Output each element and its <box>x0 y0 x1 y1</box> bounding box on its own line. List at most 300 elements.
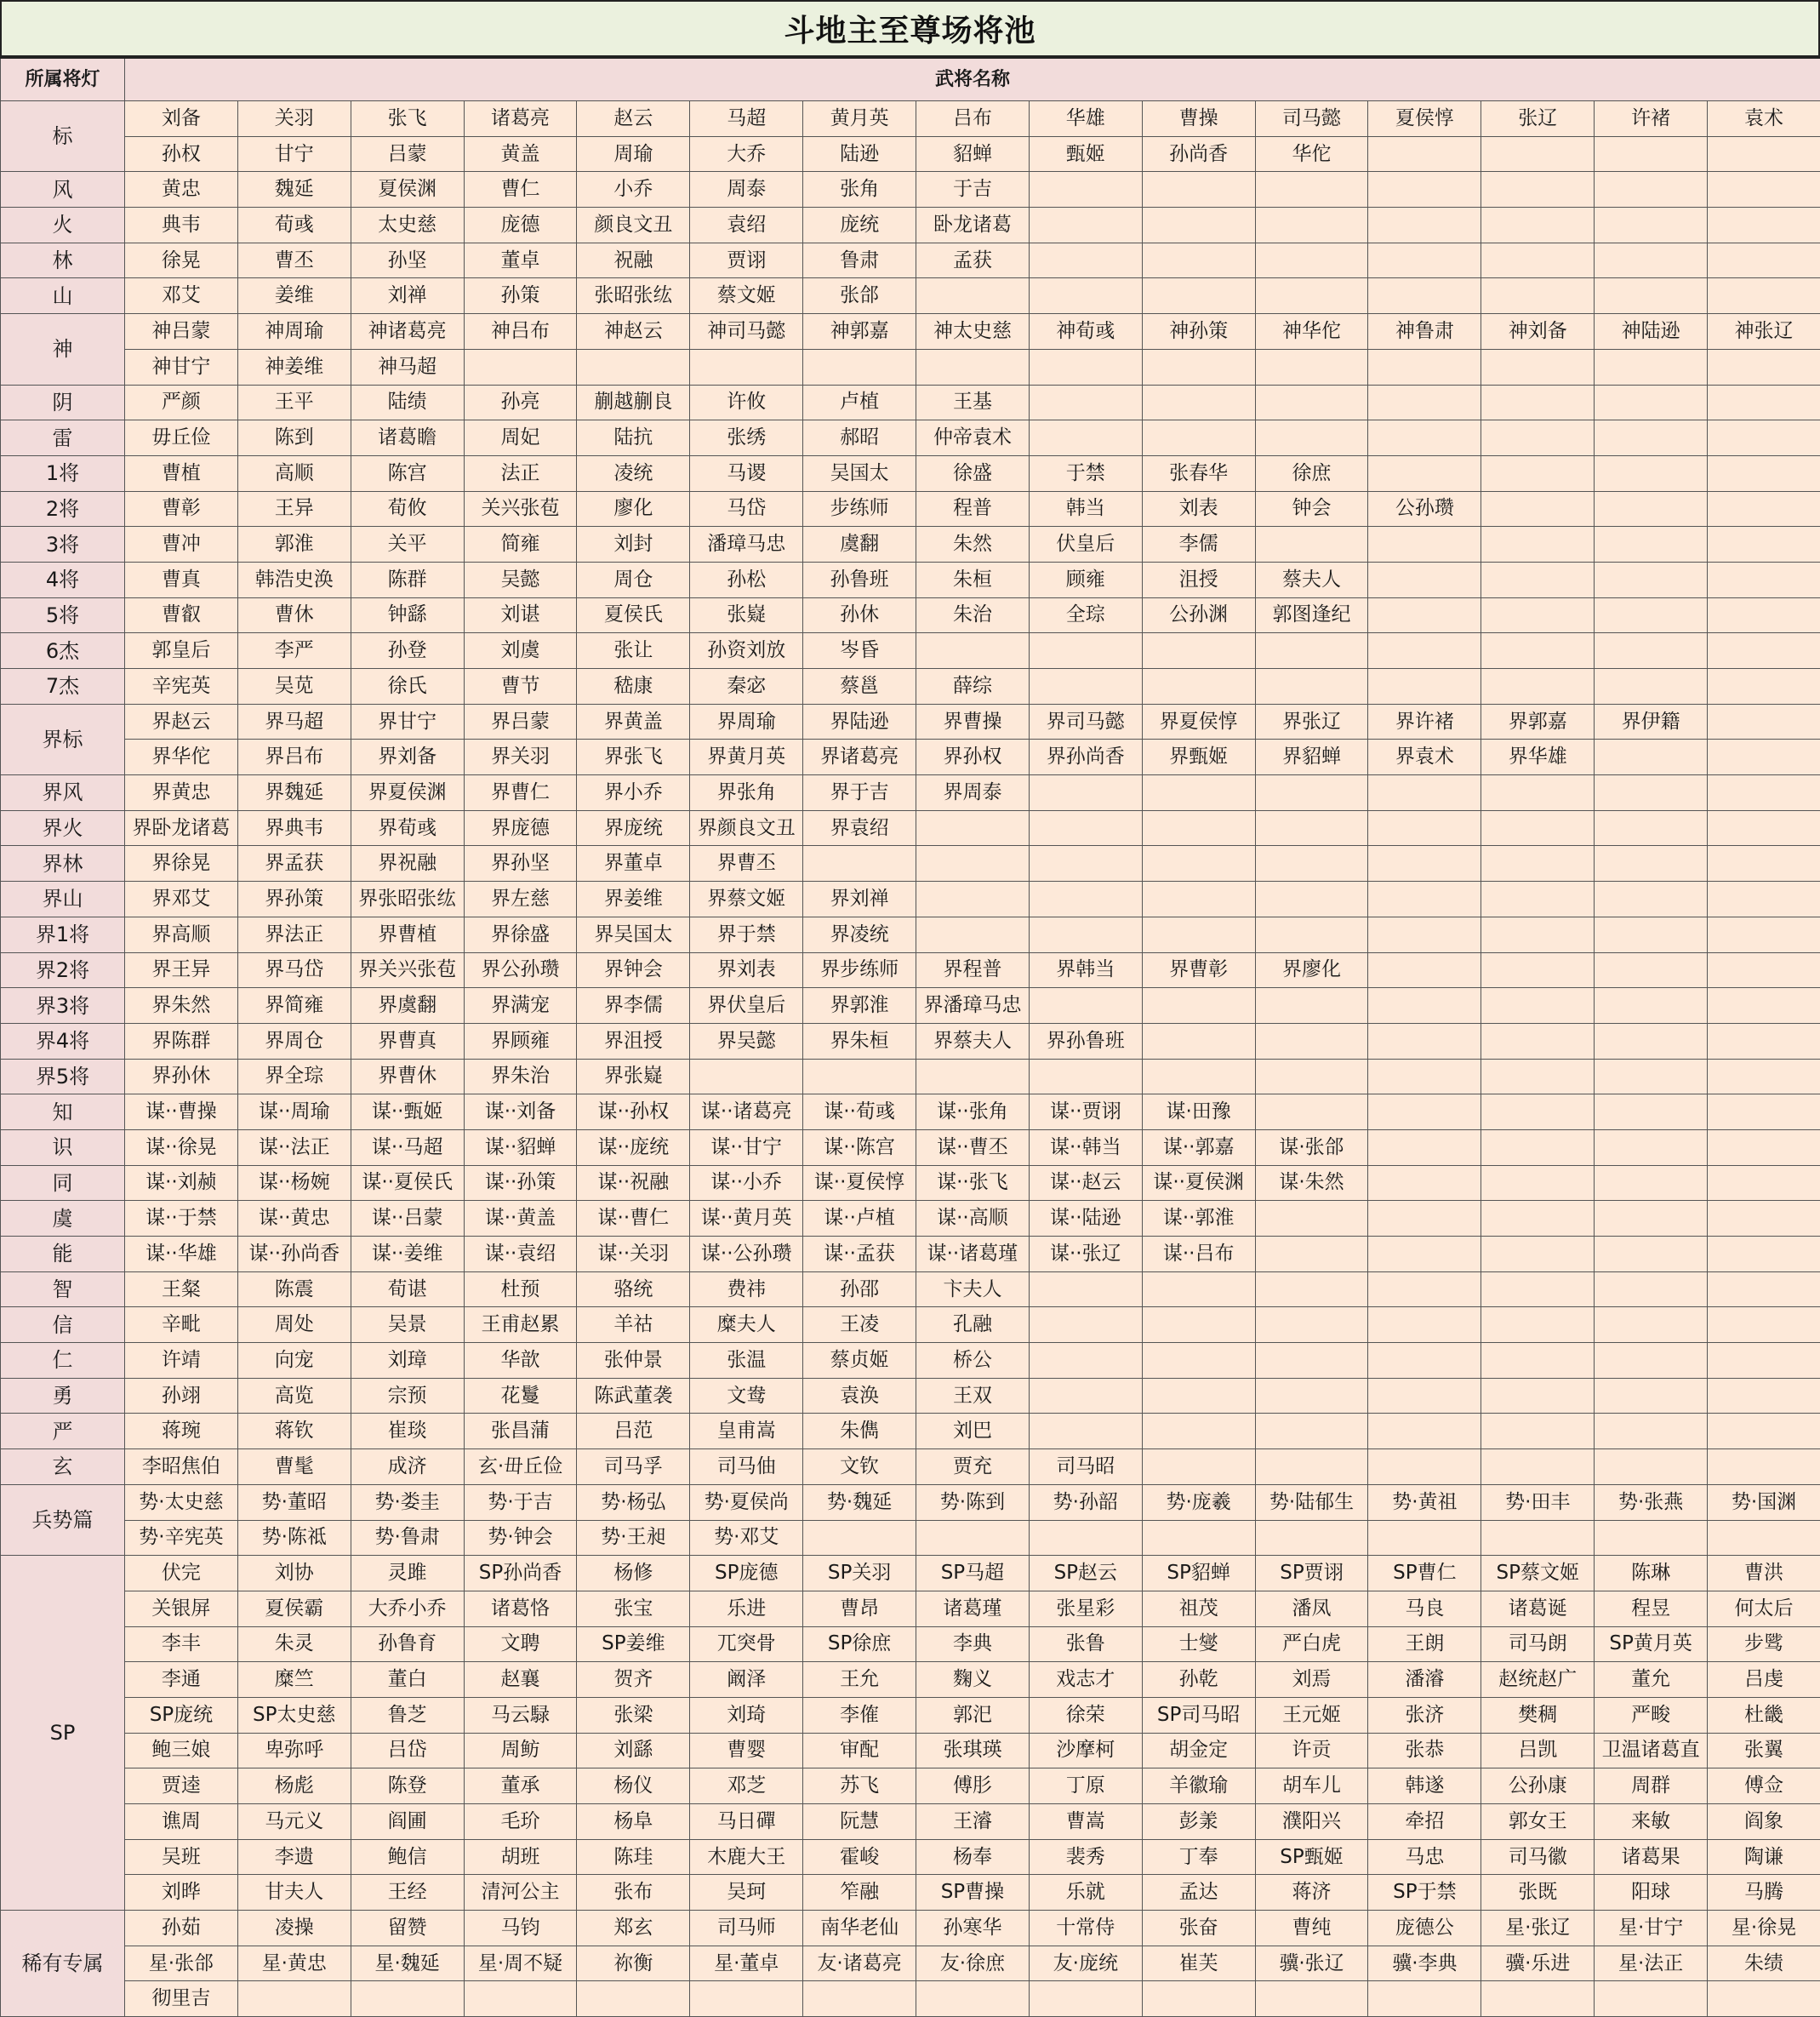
empty-cell[interactable] <box>1142 882 1255 917</box>
general-cell[interactable]: 霍峻 <box>803 1839 916 1875</box>
empty-cell[interactable] <box>1481 810 1595 846</box>
general-cell[interactable]: 步练师 <box>803 491 916 527</box>
empty-cell[interactable] <box>1595 172 1708 208</box>
general-cell[interactable]: 谋··曹丕 <box>916 1129 1030 1165</box>
general-cell[interactable]: 孙策 <box>464 278 577 314</box>
category-cell[interactable]: 林 <box>1 243 125 278</box>
general-cell[interactable]: 神甘宁 <box>125 349 238 385</box>
general-cell[interactable]: 孙鲁育 <box>351 1626 464 1662</box>
general-cell[interactable]: 孙鲁班 <box>803 562 916 597</box>
empty-cell[interactable] <box>1595 1129 1708 1165</box>
general-cell[interactable]: 界廖化 <box>1255 952 1368 988</box>
empty-cell[interactable] <box>1708 491 1820 527</box>
general-cell[interactable]: 界张昭张纮 <box>351 882 464 917</box>
empty-cell[interactable] <box>916 278 1030 314</box>
general-cell[interactable]: 神马超 <box>351 349 464 385</box>
general-cell[interactable]: 貂蝉 <box>916 136 1030 172</box>
empty-cell[interactable] <box>1595 633 1708 669</box>
general-cell[interactable]: 界李儒 <box>577 988 690 1024</box>
general-cell[interactable]: 孟达 <box>1142 1875 1255 1911</box>
empty-cell[interactable] <box>1368 1449 1481 1485</box>
general-cell[interactable]: 崔琰 <box>351 1414 464 1449</box>
empty-cell[interactable] <box>1142 1307 1255 1343</box>
general-cell[interactable]: 费祎 <box>690 1271 803 1307</box>
general-cell[interactable]: 蔡贞姬 <box>803 1343 916 1379</box>
general-cell[interactable]: 界夏侯渊 <box>351 775 464 811</box>
empty-cell[interactable] <box>1255 1271 1368 1307</box>
general-cell[interactable]: 徐荣 <box>1029 1697 1142 1733</box>
general-cell[interactable]: 庞德公 <box>1368 1911 1481 1946</box>
general-cell[interactable]: 张仲景 <box>577 1343 690 1379</box>
empty-cell[interactable] <box>1255 633 1368 669</box>
general-cell[interactable]: 周仓 <box>577 562 690 597</box>
general-cell[interactable]: 谋··郭嘉 <box>1142 1129 1255 1165</box>
general-cell[interactable]: 祝融 <box>577 243 690 278</box>
general-cell[interactable]: 杨阜 <box>577 1804 690 1840</box>
general-cell[interactable]: SP贾诩 <box>1255 1556 1368 1591</box>
general-cell[interactable]: 界许褚 <box>1368 704 1481 740</box>
general-cell[interactable]: 夏侯渊 <box>351 172 464 208</box>
general-cell[interactable]: 程昱 <box>1595 1591 1708 1626</box>
general-cell[interactable]: 夏侯霸 <box>237 1591 351 1626</box>
general-cell[interactable]: SP关羽 <box>803 1556 916 1591</box>
general-cell[interactable]: 关平 <box>351 527 464 563</box>
general-cell[interactable]: 星·魏延 <box>351 1946 464 1981</box>
general-cell[interactable]: 杨仪 <box>577 1768 690 1804</box>
general-cell[interactable]: 阎象 <box>1708 1804 1820 1840</box>
category-cell[interactable]: 信 <box>1 1307 125 1343</box>
empty-cell[interactable] <box>1368 952 1481 988</box>
general-cell[interactable]: 赵统赵广 <box>1481 1662 1595 1698</box>
empty-cell[interactable] <box>1029 917 1142 952</box>
general-cell[interactable]: 孙松 <box>690 562 803 597</box>
general-cell[interactable]: 宗预 <box>351 1378 464 1414</box>
general-cell[interactable]: 李傕 <box>803 1697 916 1733</box>
general-cell[interactable]: 韩遂 <box>1368 1768 1481 1804</box>
general-cell[interactable]: 界蔡文姬 <box>690 882 803 917</box>
general-cell[interactable]: 谋··夏侯渊 <box>1142 1165 1255 1201</box>
general-cell[interactable]: 谋··于禁 <box>125 1201 238 1237</box>
empty-cell[interactable] <box>1595 1449 1708 1485</box>
empty-cell[interactable] <box>1481 1343 1595 1379</box>
general-cell[interactable]: 徐晃 <box>125 243 238 278</box>
empty-cell[interactable] <box>1595 775 1708 811</box>
general-cell[interactable]: 司马懿 <box>1255 101 1368 137</box>
general-cell[interactable]: 神孙策 <box>1142 314 1255 350</box>
general-cell[interactable]: 界王异 <box>125 952 238 988</box>
general-cell[interactable]: 孙坚 <box>351 243 464 278</box>
general-cell[interactable]: 文聘 <box>464 1626 577 1662</box>
empty-cell[interactable] <box>1368 243 1481 278</box>
general-cell[interactable]: 文钦 <box>803 1449 916 1485</box>
empty-cell[interactable] <box>1595 1520 1708 1556</box>
empty-cell[interactable] <box>1142 243 1255 278</box>
empty-cell[interactable] <box>1368 1094 1481 1130</box>
general-cell[interactable]: 皇甫嵩 <box>690 1414 803 1449</box>
general-cell[interactable]: 谋··孟获 <box>803 1237 916 1272</box>
category-cell[interactable]: 严 <box>1 1414 125 1449</box>
general-cell[interactable]: 马忠 <box>1368 1839 1481 1875</box>
general-cell[interactable]: 界孟获 <box>237 846 351 882</box>
empty-cell[interactable] <box>1595 1094 1708 1130</box>
general-cell[interactable]: 谋··华雄 <box>125 1237 238 1272</box>
general-cell[interactable]: SP蔡文姬 <box>1481 1556 1595 1591</box>
empty-cell[interactable] <box>1481 988 1595 1024</box>
general-cell[interactable]: 留赞 <box>351 1911 464 1946</box>
empty-cell[interactable] <box>1029 1378 1142 1414</box>
general-cell[interactable]: 马云騄 <box>464 1697 577 1733</box>
general-cell[interactable]: 王甫赵累 <box>464 1307 577 1343</box>
empty-cell[interactable] <box>1142 1414 1255 1449</box>
general-cell[interactable]: 界曹植 <box>351 917 464 952</box>
general-cell[interactable]: 神司马懿 <box>690 314 803 350</box>
general-cell[interactable]: 陈群 <box>351 562 464 597</box>
general-cell[interactable]: 向宠 <box>237 1343 351 1379</box>
general-cell[interactable]: 曹操 <box>1142 101 1255 137</box>
header-category[interactable]: 所属将灯 <box>1 58 125 101</box>
general-cell[interactable]: 星·甘宁 <box>1595 1911 1708 1946</box>
general-cell[interactable]: SP司马昭 <box>1142 1697 1255 1733</box>
general-cell[interactable]: 界诸葛亮 <box>803 740 916 775</box>
general-cell[interactable]: 界曹操 <box>916 704 1030 740</box>
empty-cell[interactable] <box>1595 740 1708 775</box>
general-cell[interactable]: 界荀彧 <box>351 810 464 846</box>
general-cell[interactable]: 谋··夏侯惇 <box>803 1165 916 1201</box>
general-cell[interactable]: 神太史慈 <box>916 314 1030 350</box>
header-generals[interactable]: 武将名称 <box>125 58 1820 101</box>
empty-cell[interactable] <box>1595 846 1708 882</box>
empty-cell[interactable] <box>1708 1271 1820 1307</box>
general-cell[interactable]: 张奋 <box>1142 1911 1255 1946</box>
empty-cell[interactable] <box>916 917 1030 952</box>
empty-cell[interactable] <box>1255 775 1368 811</box>
general-cell[interactable]: 骥·李典 <box>1368 1946 1481 1981</box>
general-cell[interactable]: 郭汜 <box>916 1697 1030 1733</box>
empty-cell[interactable] <box>1708 1981 1820 2017</box>
general-cell[interactable]: 界张飞 <box>577 740 690 775</box>
general-cell[interactable]: 董允 <box>1595 1662 1708 1698</box>
general-cell[interactable]: 界吴懿 <box>690 1023 803 1059</box>
general-cell[interactable]: 星·周不疑 <box>464 1946 577 1981</box>
general-cell[interactable]: 神吕布 <box>464 314 577 350</box>
empty-cell[interactable] <box>1708 633 1820 669</box>
general-cell[interactable]: 卞夫人 <box>916 1271 1030 1307</box>
empty-cell[interactable] <box>1708 1237 1820 1272</box>
general-cell[interactable]: 界公孙瓒 <box>464 952 577 988</box>
general-cell[interactable]: 曹彰 <box>125 491 238 527</box>
general-cell[interactable]: 蔡夫人 <box>1255 562 1368 597</box>
general-cell[interactable]: 张济 <box>1368 1697 1481 1733</box>
general-cell[interactable]: 苏飞 <box>803 1768 916 1804</box>
general-cell[interactable]: 辛毗 <box>125 1307 238 1343</box>
general-cell[interactable]: 麴义 <box>916 1662 1030 1698</box>
general-cell[interactable]: 谯周 <box>125 1804 238 1840</box>
general-cell[interactable]: 大乔小乔 <box>351 1591 464 1626</box>
general-cell[interactable]: 蔡邕 <box>803 669 916 705</box>
empty-cell[interactable] <box>1595 208 1708 243</box>
general-cell[interactable]: 钟会 <box>1255 491 1368 527</box>
empty-cell[interactable] <box>803 1981 916 2017</box>
general-cell[interactable]: 刘备 <box>125 101 238 137</box>
general-cell[interactable]: 友·庞统 <box>1029 1946 1142 1981</box>
empty-cell[interactable] <box>1368 846 1481 882</box>
category-cell[interactable]: 标 <box>1 101 125 172</box>
general-cell[interactable]: 董卓 <box>464 243 577 278</box>
empty-cell[interactable] <box>916 1520 1030 1556</box>
general-cell[interactable]: 谋··曹操 <box>125 1094 238 1130</box>
general-cell[interactable]: 蒋琬 <box>125 1414 238 1449</box>
general-cell[interactable]: 界吕布 <box>237 740 351 775</box>
general-cell[interactable]: 势·太史慈 <box>125 1484 238 1520</box>
empty-cell[interactable] <box>1255 1414 1368 1449</box>
general-cell[interactable]: 谋··貂蝉 <box>464 1129 577 1165</box>
general-cell[interactable]: 许贡 <box>1255 1733 1368 1768</box>
empty-cell[interactable] <box>1142 420 1255 456</box>
general-cell[interactable]: 势·辛宪英 <box>125 1520 238 1556</box>
empty-cell[interactable] <box>1481 491 1595 527</box>
general-cell[interactable]: 界颜良文丑 <box>690 810 803 846</box>
general-cell[interactable]: 界张嶷 <box>577 1059 690 1094</box>
general-cell[interactable]: 神赵云 <box>577 314 690 350</box>
general-cell[interactable]: 界典韦 <box>237 810 351 846</box>
general-cell[interactable]: 界周仓 <box>237 1023 351 1059</box>
empty-cell[interactable] <box>1481 527 1595 563</box>
general-cell[interactable]: 贾逵 <box>125 1768 238 1804</box>
category-cell[interactable]: 界林 <box>1 846 125 882</box>
general-cell[interactable]: 牵招 <box>1368 1804 1481 1840</box>
general-cell[interactable]: 谋··关羽 <box>577 1237 690 1272</box>
general-cell[interactable]: 谋·朱然 <box>1255 1165 1368 1201</box>
general-cell[interactable]: 关银屏 <box>125 1591 238 1626</box>
empty-cell[interactable] <box>690 1059 803 1094</box>
empty-cell[interactable] <box>1142 1059 1255 1094</box>
general-cell[interactable]: 杨修 <box>577 1556 690 1591</box>
general-cell[interactable]: 董白 <box>351 1662 464 1698</box>
general-cell[interactable]: 陈武董袭 <box>577 1378 690 1414</box>
general-cell[interactable]: 吕凯 <box>1481 1733 1595 1768</box>
empty-cell[interactable] <box>1029 208 1142 243</box>
empty-cell[interactable] <box>690 349 803 385</box>
general-cell[interactable]: SP马超 <box>916 1556 1030 1591</box>
general-cell[interactable]: 傅肜 <box>916 1768 1030 1804</box>
general-cell[interactable]: 谋··荀彧 <box>803 1094 916 1130</box>
general-cell[interactable]: 陈琳 <box>1595 1556 1708 1591</box>
general-cell[interactable]: 界甘宁 <box>351 704 464 740</box>
general-cell[interactable]: 神姜维 <box>237 349 351 385</box>
general-cell[interactable]: 界张角 <box>690 775 803 811</box>
general-cell[interactable]: 魏延 <box>237 172 351 208</box>
empty-cell[interactable] <box>1368 1059 1481 1094</box>
general-cell[interactable]: 界黄忠 <box>125 775 238 811</box>
general-cell[interactable]: 刘繇 <box>577 1733 690 1768</box>
general-cell[interactable]: 岑昏 <box>803 633 916 669</box>
empty-cell[interactable] <box>1142 633 1255 669</box>
empty-cell[interactable] <box>1255 208 1368 243</box>
general-cell[interactable]: 郑玄 <box>577 1911 690 1946</box>
general-cell[interactable]: 星·徐晃 <box>1708 1911 1820 1946</box>
general-cell[interactable]: 袁术 <box>1708 101 1820 137</box>
empty-cell[interactable] <box>1481 349 1595 385</box>
empty-cell[interactable] <box>1481 455 1595 491</box>
category-cell[interactable]: 6杰 <box>1 633 125 669</box>
general-cell[interactable]: 毋丘俭 <box>125 420 238 456</box>
general-cell[interactable]: SP曹操 <box>916 1875 1030 1911</box>
general-cell[interactable]: 孙寒华 <box>916 1911 1030 1946</box>
general-cell[interactable]: 神荀彧 <box>1029 314 1142 350</box>
general-cell[interactable]: 阳球 <box>1595 1875 1708 1911</box>
empty-cell[interactable] <box>1708 846 1820 882</box>
general-cell[interactable]: 谋··祝融 <box>577 1165 690 1201</box>
empty-cell[interactable] <box>577 1981 690 2017</box>
general-cell[interactable]: 刘晔 <box>125 1875 238 1911</box>
empty-cell[interactable] <box>1708 136 1820 172</box>
general-cell[interactable]: 界魏延 <box>237 775 351 811</box>
general-cell[interactable]: 曹休 <box>237 597 351 633</box>
general-cell[interactable]: 谋··韩当 <box>1029 1129 1142 1165</box>
general-cell[interactable]: 界陈群 <box>125 1023 238 1059</box>
general-cell[interactable]: 赵襄 <box>464 1662 577 1698</box>
empty-cell[interactable] <box>1368 917 1481 952</box>
general-cell[interactable]: 朱绩 <box>1708 1946 1820 1981</box>
general-cell[interactable]: 谋··陆逊 <box>1029 1201 1142 1237</box>
general-cell[interactable]: 鲍信 <box>351 1839 464 1875</box>
empty-cell[interactable] <box>1595 562 1708 597</box>
general-cell[interactable]: 谋··甘宁 <box>690 1129 803 1165</box>
category-cell[interactable]: 2将 <box>1 491 125 527</box>
category-cell[interactable]: 神 <box>1 314 125 385</box>
empty-cell[interactable] <box>1481 1094 1595 1130</box>
general-cell[interactable]: 姜维 <box>237 278 351 314</box>
general-cell[interactable]: 大乔 <box>690 136 803 172</box>
general-cell[interactable]: 界姜维 <box>577 882 690 917</box>
general-cell[interactable]: 关羽 <box>237 101 351 137</box>
empty-cell[interactable] <box>1708 952 1820 988</box>
category-cell[interactable]: 虞 <box>1 1201 125 1237</box>
general-cell[interactable]: 界朱治 <box>464 1059 577 1094</box>
empty-cell[interactable] <box>1368 1129 1481 1165</box>
general-cell[interactable]: 界黄月英 <box>690 740 803 775</box>
general-cell[interactable]: 谋··刘备 <box>464 1094 577 1130</box>
empty-cell[interactable] <box>1255 278 1368 314</box>
general-cell[interactable]: 神周瑜 <box>237 314 351 350</box>
category-cell[interactable]: 仁 <box>1 1343 125 1379</box>
general-cell[interactable]: 吴珂 <box>690 1875 803 1911</box>
general-cell[interactable]: 潘璋马忠 <box>690 527 803 563</box>
empty-cell[interactable] <box>1708 527 1820 563</box>
general-cell[interactable]: 甘夫人 <box>237 1875 351 1911</box>
general-cell[interactable]: 骥·乐进 <box>1481 1946 1595 1981</box>
general-cell[interactable]: 诸葛瑾 <box>916 1591 1030 1626</box>
empty-cell[interactable] <box>1595 882 1708 917</box>
empty-cell[interactable] <box>1368 1343 1481 1379</box>
general-cell[interactable]: 廖化 <box>577 491 690 527</box>
general-cell[interactable]: 许攸 <box>690 385 803 420</box>
general-cell[interactable]: 势·陆郁生 <box>1255 1484 1368 1520</box>
general-cell[interactable]: 公孙瓒 <box>1368 491 1481 527</box>
general-cell[interactable]: 郝昭 <box>803 420 916 456</box>
general-cell[interactable]: 胡金定 <box>1142 1733 1255 1768</box>
general-cell[interactable]: 祢衡 <box>577 1946 690 1981</box>
general-cell[interactable]: 界左慈 <box>464 882 577 917</box>
empty-cell[interactable] <box>1029 1271 1142 1307</box>
category-cell[interactable]: 同 <box>1 1165 125 1201</box>
general-cell[interactable]: 荀彧 <box>237 208 351 243</box>
general-cell[interactable]: 界张辽 <box>1255 704 1368 740</box>
general-cell[interactable]: 谋··张辽 <box>1029 1237 1142 1272</box>
general-cell[interactable]: 李丰 <box>125 1626 238 1662</box>
general-cell[interactable]: 势·王昶 <box>577 1520 690 1556</box>
general-cell[interactable]: 糜夫人 <box>690 1307 803 1343</box>
general-cell[interactable]: 黄月英 <box>803 101 916 137</box>
general-cell[interactable]: 曹叡 <box>125 597 238 633</box>
general-cell[interactable]: 王允 <box>803 1662 916 1698</box>
general-cell[interactable]: 诸葛诞 <box>1481 1591 1595 1626</box>
general-cell[interactable]: 荀攸 <box>351 491 464 527</box>
general-cell[interactable]: 界华雄 <box>1481 740 1595 775</box>
general-cell[interactable]: 吕虔 <box>1708 1662 1820 1698</box>
general-cell[interactable]: 孔融 <box>916 1307 1030 1343</box>
empty-cell[interactable] <box>1708 1307 1820 1343</box>
general-cell[interactable]: 谋··孙权 <box>577 1094 690 1130</box>
general-cell[interactable]: 界凌统 <box>803 917 916 952</box>
category-cell[interactable]: 界风 <box>1 775 125 811</box>
empty-cell[interactable] <box>1255 1981 1368 2017</box>
empty-cell[interactable] <box>1255 349 1368 385</box>
empty-cell[interactable] <box>803 349 916 385</box>
general-cell[interactable]: 曹丕 <box>237 243 351 278</box>
empty-cell[interactable] <box>1029 172 1142 208</box>
general-cell[interactable]: 徐盛 <box>916 455 1030 491</box>
general-cell[interactable]: 蒯越蒯良 <box>577 385 690 420</box>
general-cell[interactable]: 于禁 <box>1029 455 1142 491</box>
general-cell[interactable]: 谋··贾诩 <box>1029 1094 1142 1130</box>
general-cell[interactable]: 势·邓艾 <box>690 1520 803 1556</box>
general-cell[interactable]: 黄忠 <box>125 172 238 208</box>
empty-cell[interactable] <box>1368 527 1481 563</box>
general-cell[interactable]: 徐庶 <box>1255 455 1368 491</box>
empty-cell[interactable] <box>916 846 1030 882</box>
general-cell[interactable]: 界袁术 <box>1368 740 1481 775</box>
general-cell[interactable]: 袁涣 <box>803 1378 916 1414</box>
empty-cell[interactable] <box>1708 385 1820 420</box>
empty-cell[interactable] <box>237 1981 351 2017</box>
general-cell[interactable]: 秦宓 <box>690 669 803 705</box>
general-cell[interactable]: 笮融 <box>803 1875 916 1911</box>
general-cell[interactable]: 刘禅 <box>351 278 464 314</box>
empty-cell[interactable] <box>1595 491 1708 527</box>
general-cell[interactable]: 周妃 <box>464 420 577 456</box>
general-cell[interactable]: 灵雎 <box>351 1556 464 1591</box>
general-cell[interactable]: 界顾雍 <box>464 1023 577 1059</box>
general-cell[interactable]: 张角 <box>803 172 916 208</box>
general-cell[interactable]: 卧龙诸葛 <box>916 208 1030 243</box>
general-cell[interactable]: 界孙坚 <box>464 846 577 882</box>
general-cell[interactable]: 界马超 <box>237 704 351 740</box>
empty-cell[interactable] <box>1595 1378 1708 1414</box>
general-cell[interactable]: 嵇康 <box>577 669 690 705</box>
general-cell[interactable]: 界郭淮 <box>803 988 916 1024</box>
general-cell[interactable]: 张翼 <box>1708 1733 1820 1768</box>
empty-cell[interactable] <box>1255 527 1368 563</box>
category-cell[interactable]: 智 <box>1 1271 125 1307</box>
general-cell[interactable]: 界伊籍 <box>1595 704 1708 740</box>
empty-cell[interactable] <box>1481 1981 1595 2017</box>
general-cell[interactable]: 杜预 <box>464 1271 577 1307</box>
empty-cell[interactable] <box>803 1520 916 1556</box>
general-cell[interactable]: 界刘禅 <box>803 882 916 917</box>
general-cell[interactable]: 张辽 <box>1481 101 1595 137</box>
empty-cell[interactable] <box>1142 1271 1255 1307</box>
